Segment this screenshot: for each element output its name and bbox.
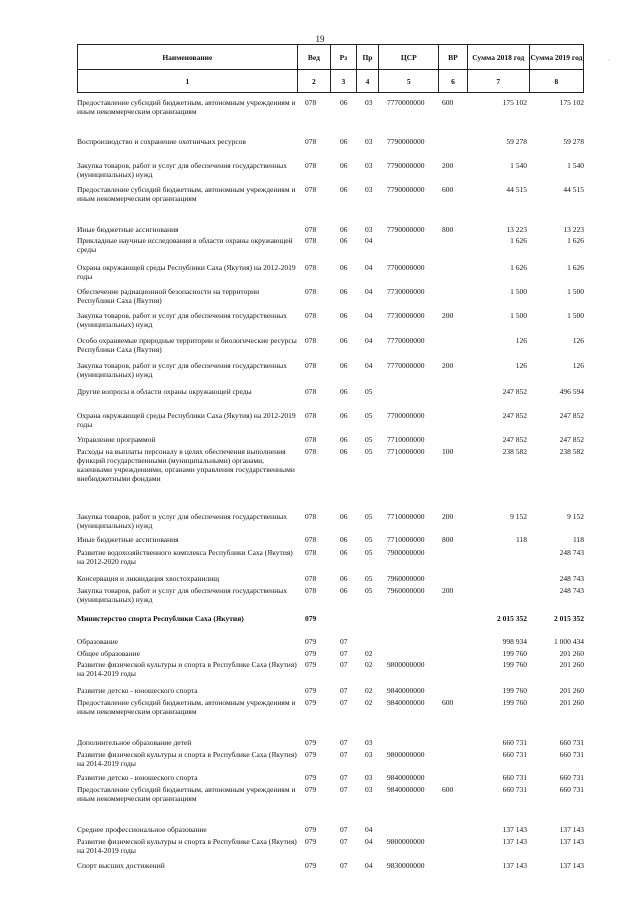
cell-name: Иные бюджетные ассигнования <box>77 535 179 544</box>
cell-ved: 079 <box>305 773 317 782</box>
cell-rz: 06 <box>340 548 348 557</box>
cell-ved: 079 <box>305 660 317 669</box>
cell-csr: 9830000000 <box>387 861 425 870</box>
cell-ved: 078 <box>305 336 317 345</box>
cell-s18: 44 515 <box>506 185 527 194</box>
cell-s19: 1 626 <box>567 236 584 245</box>
cell-s18: 59 278 <box>506 137 527 146</box>
cell-vr: 800 <box>442 225 454 234</box>
cell-s18: 199 760 <box>502 686 527 695</box>
cell-ved: 079 <box>305 861 317 870</box>
cell-ved: 078 <box>305 548 317 557</box>
cell-ved: 078 <box>305 98 317 107</box>
cell-pr: 05 <box>365 447 373 456</box>
cell-s19: 44 515 <box>563 185 584 194</box>
cell-ved: 079 <box>305 825 317 834</box>
cell-csr: 7770000000 <box>387 336 425 345</box>
cell-rz: 07 <box>340 861 348 870</box>
cell-ved: 078 <box>305 263 317 272</box>
cell-csr: 7900000000 <box>387 548 425 557</box>
cell-s19: 175 102 <box>559 98 584 107</box>
col-number-4: 4 <box>356 70 379 93</box>
col-number-5: 5 <box>379 70 439 93</box>
cell-ved: 079 <box>305 750 317 759</box>
cell-csr: 7710000000 <box>387 435 425 444</box>
cell-s18: 660 731 <box>502 738 527 747</box>
cell-vr: 100 <box>442 447 454 456</box>
cell-pr: 03 <box>365 185 373 194</box>
cell-pr: 05 <box>365 411 373 420</box>
cell-rz: 07 <box>340 698 348 707</box>
cell-ved: 078 <box>305 225 317 234</box>
cell-s18: 2 015 352 <box>497 614 527 623</box>
cell-s19: 137 143 <box>559 825 584 834</box>
col-header-ved: Вед <box>297 45 330 70</box>
cell-ved: 078 <box>305 185 317 194</box>
cell-csr: 9840000000 <box>387 773 425 782</box>
cell-s18: 1 540 <box>510 161 527 170</box>
cell-csr: 7700000000 <box>387 263 425 272</box>
cell-ved: 078 <box>305 411 317 420</box>
cell-name: Охрана окружающей среды Республики Саха (Якутия) на 2012-2019 годы <box>77 411 296 429</box>
cell-s18: 247 852 <box>502 411 527 420</box>
col-number-6: 6 <box>439 70 468 93</box>
cell-name: Развитие водохозяйственного комплекса Республики Саха (Якутия) на 2012-2020 годы <box>77 548 293 566</box>
cell-pr: 05 <box>365 574 373 583</box>
cell-rz: 06 <box>340 586 348 595</box>
cell-s18: 1 500 <box>510 287 527 296</box>
cell-rz: 07 <box>340 660 348 669</box>
cell-csr: 7790000000 <box>387 137 425 146</box>
cell-pr: 05 <box>365 387 373 396</box>
col-header-name: Наименование <box>78 45 298 70</box>
cell-ved: 079 <box>305 686 317 695</box>
cell-rz: 06 <box>340 263 348 272</box>
cell-s18: 137 143 <box>502 861 527 870</box>
cell-pr: 03 <box>365 738 373 747</box>
cell-csr: 7770000000 <box>387 98 425 107</box>
col-header-rz: Рз <box>331 45 357 70</box>
cell-pr: 03 <box>365 98 373 107</box>
cell-ved: 078 <box>305 161 317 170</box>
cell-ved: 079 <box>305 649 317 658</box>
cell-s19: 201 260 <box>559 649 584 658</box>
cell-ved: 078 <box>305 361 317 370</box>
cell-s18: 9 152 <box>510 512 527 521</box>
cell-ved: 079 <box>305 637 317 646</box>
cell-s18: 199 760 <box>502 649 527 658</box>
cell-s19: 1 000 434 <box>554 637 584 646</box>
cell-s19: 660 731 <box>559 773 584 782</box>
cell-name: Предоставление субсидий бюджетным, автономным учреждениям и иным некоммерческим организациям <box>77 98 296 116</box>
cell-pr: 03 <box>365 785 373 794</box>
cell-s18: 126 <box>515 336 527 345</box>
cell-name: Прикладные научные исследования в области охраны окружающей среды <box>77 236 293 254</box>
cell-s19: 59 278 <box>563 137 584 146</box>
col-number-3: 3 <box>331 70 357 93</box>
cell-rz: 07 <box>340 773 348 782</box>
cell-pr: 04 <box>365 825 373 834</box>
cell-rz: 06 <box>340 236 348 245</box>
cell-rz: 07 <box>340 837 348 846</box>
cell-ved: 078 <box>305 287 317 296</box>
cell-s18: 126 <box>515 361 527 370</box>
cell-rz: 07 <box>340 738 348 747</box>
cell-rz: 06 <box>340 447 348 456</box>
cell-pr: 04 <box>365 236 373 245</box>
cell-name: Предоставление субсидий бюджетным, автономным учреждениям и иным некоммерческим организациям <box>77 698 296 716</box>
cell-vr: 600 <box>442 698 454 707</box>
cell-pr: 02 <box>365 698 373 707</box>
cell-csr: 7790000000 <box>387 225 425 234</box>
cell-csr: 9800000000 <box>387 750 425 759</box>
cell-s18: 199 760 <box>502 698 527 707</box>
cell-rz: 06 <box>340 311 348 320</box>
cell-pr: 05 <box>365 435 373 444</box>
col-header-vr: ВР <box>439 45 468 70</box>
cell-vr: 600 <box>442 785 454 794</box>
cell-s18: 238 582 <box>502 447 527 456</box>
cell-name: Закупка товаров, работ и услуг для обеспечения государственных (муниципальных) нужд <box>77 311 288 329</box>
cell-name: Развитие детско - юношеского спорта <box>77 686 198 695</box>
cell-pr: 04 <box>365 837 373 846</box>
cell-csr: 7960000000 <box>387 574 425 583</box>
cell-rz: 07 <box>340 825 348 834</box>
cell-pr: 02 <box>365 686 373 695</box>
margin-mark: · <box>608 56 611 64</box>
cell-pr: 03 <box>365 225 373 234</box>
cell-pr: 05 <box>365 586 373 595</box>
cell-rz: 06 <box>340 161 348 170</box>
cell-s18: 1 500 <box>510 311 527 320</box>
cell-s19: 201 260 <box>559 686 584 695</box>
cell-rz: 07 <box>340 637 348 646</box>
cell-pr: 03 <box>365 137 373 146</box>
cell-s19: 118 <box>573 535 584 544</box>
cell-ved: 078 <box>305 387 317 396</box>
cell-s18: 137 143 <box>502 837 527 846</box>
cell-rz: 06 <box>340 411 348 420</box>
col-number-1: 1 <box>78 70 298 93</box>
cell-s18: 175 102 <box>502 98 527 107</box>
cell-s19: 201 260 <box>559 698 584 707</box>
cell-vr: 200 <box>442 311 454 320</box>
cell-pr: 05 <box>365 535 373 544</box>
cell-name: Развитие детско - юношеского спорта <box>77 773 198 782</box>
cell-s19: 247 852 <box>559 435 584 444</box>
cell-pr: 04 <box>365 287 373 296</box>
cell-name: Консервация и ликвидация хвостохранилищ <box>77 574 219 583</box>
cell-csr: 9840000000 <box>387 698 425 707</box>
cell-s19: 201 260 <box>559 660 584 669</box>
cell-name: Закупка товаров, работ и услуг для обеспечения государственных (муниципальных) нужд <box>77 161 288 179</box>
cell-rz: 07 <box>340 750 348 759</box>
cell-s18: 137 143 <box>502 825 527 834</box>
cell-pr: 04 <box>365 361 373 370</box>
cell-s18: 118 <box>516 535 527 544</box>
cell-name: Развитие физической культуры и спорта в Республике Саха (Якутия) на 2014-2019 годы <box>77 660 297 678</box>
cell-name: Спорт высших достижений <box>77 861 165 870</box>
cell-name: Обеспечение радиационной безопасности на территории Республики Саха (Якутия) <box>77 287 260 305</box>
cell-pr: 03 <box>365 750 373 759</box>
cell-name: Закупка товаров, работ и услуг для обеспечения государственных (муниципальных) нужд <box>77 361 288 379</box>
cell-csr: 9800000000 <box>387 660 425 669</box>
cell-name: Развитие физической культуры и спорта в Республике Саха (Якутия) на 2014-2019 годы <box>77 750 297 768</box>
cell-ved: 078 <box>305 311 317 320</box>
cell-rz: 07 <box>340 649 348 658</box>
cell-csr: 7770000000 <box>387 361 425 370</box>
cell-name: Министерство спорта Республики Саха (Якутия) <box>77 614 244 623</box>
cell-ved: 078 <box>305 574 317 583</box>
cell-name: Охрана окружающей среды Республики Саха (Якутия) на 2012-2019 годы <box>77 263 296 281</box>
cell-ved: 079 <box>305 785 317 794</box>
cell-pr: 04 <box>365 263 373 272</box>
cell-name: Расходы на выплаты персоналу в целях обеспечения выполнения функций государственными (муниципальными) органами, казенными учреждениями, органами управления государственными внебюджетными фондами <box>77 447 295 483</box>
cell-ved: 078 <box>305 435 317 444</box>
cell-pr: 04 <box>365 311 373 320</box>
cell-s18: 1 626 <box>510 236 527 245</box>
cell-pr: 02 <box>365 660 373 669</box>
cell-pr: 05 <box>365 512 373 521</box>
cell-ved: 078 <box>305 586 317 595</box>
cell-pr: 05 <box>365 548 373 557</box>
cell-rz: 06 <box>340 512 348 521</box>
cell-csr: 7790000000 <box>387 185 425 194</box>
cell-rz: 07 <box>340 686 348 695</box>
cell-s19: 137 143 <box>559 837 584 846</box>
cell-vr: 600 <box>442 185 454 194</box>
cell-ved: 078 <box>305 137 317 146</box>
cell-s18: 13 223 <box>506 225 527 234</box>
cell-s19: 1 626 <box>567 263 584 272</box>
col-header-csr: ЦСР <box>379 45 439 70</box>
col-number-7: 7 <box>467 70 529 93</box>
cell-rz: 06 <box>340 361 348 370</box>
cell-vr: 200 <box>442 512 454 521</box>
cell-vr: 600 <box>442 98 454 107</box>
cell-ved: 078 <box>305 236 317 245</box>
cell-vr: 200 <box>442 361 454 370</box>
cell-rz: 06 <box>340 185 348 194</box>
cell-csr: 7790000000 <box>387 161 425 170</box>
cell-rz: 06 <box>340 225 348 234</box>
cell-s19: 660 731 <box>559 738 584 747</box>
cell-rz: 06 <box>340 137 348 146</box>
cell-csr: 7730000000 <box>387 311 425 320</box>
cell-pr: 03 <box>365 773 373 782</box>
cell-name: Предоставление субсидий бюджетным, автономным учреждениям и иным некоммерческим организациям <box>77 185 296 203</box>
cell-vr: 200 <box>442 161 454 170</box>
cell-s19: 9 152 <box>567 512 584 521</box>
cell-csr: 7700000000 <box>387 411 425 420</box>
cell-pr: 03 <box>365 161 373 170</box>
cell-ved: 078 <box>305 535 317 544</box>
cell-name: Среднее профессиональное образование <box>77 825 207 834</box>
cell-rz: 06 <box>340 574 348 583</box>
cell-csr: 9840000000 <box>387 785 425 794</box>
cell-rz: 06 <box>340 98 348 107</box>
cell-rz: 06 <box>340 287 348 296</box>
page-number: 19 <box>315 34 325 44</box>
cell-rz: 06 <box>340 387 348 396</box>
col-header-sum2019: Сумма 2019 год <box>529 45 583 70</box>
cell-s18: 660 731 <box>502 773 527 782</box>
cell-s19: 2 015 352 <box>554 614 584 623</box>
cell-s19: 126 <box>572 361 584 370</box>
cell-csr: 7710000000 <box>387 512 425 521</box>
cell-csr: 9840000000 <box>387 686 425 695</box>
cell-s18: 660 731 <box>502 750 527 759</box>
cell-name: Образование <box>77 637 119 646</box>
cell-s18: 247 852 <box>502 435 527 444</box>
cell-s18: 660 731 <box>502 785 527 794</box>
cell-ved: 079 <box>305 738 317 747</box>
cell-s19: 248 743 <box>559 574 584 583</box>
cell-s19: 247 852 <box>559 411 584 420</box>
cell-ved: 078 <box>305 447 317 456</box>
cell-csr: 7960000000 <box>387 586 425 595</box>
cell-rz: 07 <box>340 785 348 794</box>
cell-s19: 248 743 <box>559 586 584 595</box>
cell-s19: 13 223 <box>563 225 584 234</box>
table-header <box>77 44 584 93</box>
cell-name: Общее образование <box>77 649 140 658</box>
cell-name: Иные бюджетные ассигнования <box>77 225 179 234</box>
cell-s19: 238 582 <box>559 447 584 456</box>
cell-name: Особо охраняемые природные территории и биологические ресурсы Республики Саха (Якутия) <box>77 336 297 354</box>
cell-csr: 7730000000 <box>387 287 425 296</box>
cell-s19: 248 743 <box>559 548 584 557</box>
col-number-8: 8 <box>529 70 583 93</box>
cell-csr: 9800000000 <box>387 837 425 846</box>
cell-rz: 06 <box>340 435 348 444</box>
col-header-sum2018: Сумма 2018 год <box>467 45 529 70</box>
cell-s19: 1 500 <box>567 287 584 296</box>
cell-pr: 04 <box>365 861 373 870</box>
cell-name: Другие вопросы в области охраны окружающей среды <box>77 387 252 396</box>
cell-s19: 126 <box>572 336 584 345</box>
cell-rz: 06 <box>340 336 348 345</box>
cell-vr: 200 <box>442 586 454 595</box>
cell-rz: 06 <box>340 535 348 544</box>
cell-s18: 998 934 <box>502 637 527 646</box>
cell-csr: 7710000000 <box>387 535 425 544</box>
cell-name: Воспроизводство и сохранение охотничьих ресурсов <box>77 137 246 146</box>
cell-ved: 079 <box>305 837 317 846</box>
cell-s18: 1 626 <box>510 263 527 272</box>
cell-name: Развитие физической культуры и спорта в Республике Саха (Якутия) на 2014-2019 годы <box>77 837 297 855</box>
cell-pr: 02 <box>365 649 373 658</box>
cell-s19: 1 500 <box>567 311 584 320</box>
cell-csr: 7710000000 <box>387 447 425 456</box>
cell-s18: 199 760 <box>502 660 527 669</box>
cell-name: Закупка товаров, работ и услуг для обеспечения государственных (муниципальных) нужд <box>77 586 288 604</box>
cell-pr: 04 <box>365 336 373 345</box>
cell-vr: 800 <box>442 535 454 544</box>
cell-name: Управление программой <box>77 435 156 444</box>
cell-name: Предоставление субсидий бюджетным, автономным учреждениям и иным некоммерческим организациям <box>77 785 296 803</box>
cell-ved: 078 <box>305 512 317 521</box>
col-number-2: 2 <box>297 70 330 93</box>
cell-name: Закупка товаров, работ и услуг для обеспечения государственных (муниципальных) нужд <box>77 512 288 530</box>
cell-ved: 079 <box>305 614 317 623</box>
cell-s19: 496 594 <box>559 387 584 396</box>
cell-ved: 079 <box>305 698 317 707</box>
col-header-pr: Пр <box>356 45 379 70</box>
cell-s19: 660 731 <box>559 785 584 794</box>
cell-s19: 137 143 <box>559 861 584 870</box>
cell-name: Дополнительное образование детей <box>77 738 192 747</box>
cell-s18: 247 852 <box>502 387 527 396</box>
cell-s19: 1 540 <box>567 161 584 170</box>
cell-s19: 660 731 <box>559 750 584 759</box>
